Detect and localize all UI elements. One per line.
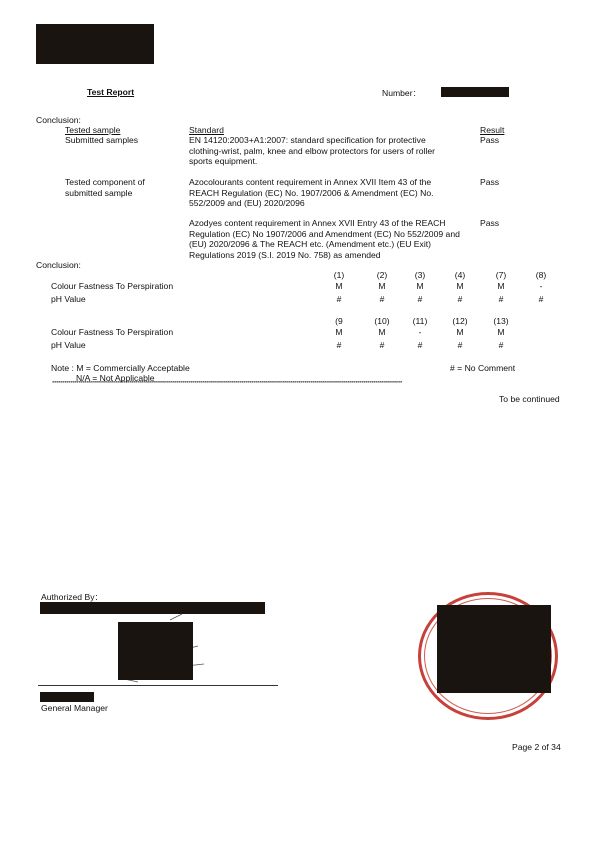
test-item-label: Colour Fastness To Perspiration	[51, 327, 174, 337]
conclusion-label: Conclusion:	[36, 260, 81, 270]
result-value: -	[539, 281, 543, 291]
to-be-continued: To be continued	[499, 394, 560, 404]
col-header-standard: Standard	[189, 125, 224, 135]
result-value: #	[457, 340, 463, 350]
sample-number-header: (12)	[452, 316, 468, 326]
sample-cell: Submitted samples	[65, 135, 139, 145]
report-title: Test Report	[87, 87, 135, 97]
no-comment-note: # = No Comment	[450, 363, 516, 373]
result-value: #	[379, 340, 385, 350]
sample-number-header: (7)	[495, 270, 507, 280]
result-value: #	[336, 294, 342, 304]
sample-number-header: (9	[335, 316, 343, 326]
note-line-2: N/A = Not Applicable	[76, 373, 155, 383]
result-value: #	[417, 340, 423, 350]
result-value: #	[498, 294, 504, 304]
sample-number-header: (13)	[493, 316, 509, 326]
col-header-tested-sample: Tested sample	[65, 125, 121, 135]
result-value: #	[538, 294, 544, 304]
sample-cell: Tested component of submitted sample	[65, 177, 145, 198]
redacted-signer-name	[40, 692, 94, 702]
standard-cell: Azocolourants content requirement in Annex XVII Item 43 of the REACH Regulation (EC) No. 1907/2006 & Amendment (EC) No. 552/2009 and (EU) 2020/2096	[189, 177, 434, 208]
note-line-1: Note : M = Commercially Acceptable	[51, 363, 190, 373]
sample-number-header: (11)	[412, 316, 428, 326]
sample-number-header: (1)	[333, 270, 345, 280]
signer-title: General Manager	[41, 703, 108, 713]
result-value: #	[457, 294, 463, 304]
result-value: M	[497, 327, 505, 337]
redacted-report-number	[441, 87, 509, 97]
sample-number-header: (3)	[414, 270, 426, 280]
standard-cell: Azodyes content requirement in Annex XVII Entry 43 of the REACH Regulation (EC) No 1907/2006 and Amendment (EC) No 552/2009 and (EU) 2020/2096 & The REACH etc. (Amendment etc.) (EU Exit) Regulations 2019 (S.I. 2019 No. 758) as amended	[189, 218, 460, 260]
separator-line: ****************************************************************************************************************************************************************************	[52, 381, 403, 387]
test-item-label: Colour Fastness To Perspiration	[51, 281, 174, 291]
sample-number-header: (4)	[454, 270, 466, 280]
result-cell: Pass	[480, 218, 500, 228]
sample-number-header: (10)	[374, 316, 390, 326]
result-cell: Pass	[480, 177, 500, 187]
result-value: #	[498, 340, 504, 350]
authorized-by-label: Authorized By：	[41, 592, 104, 602]
result-value: M	[416, 281, 424, 291]
result-value: M	[456, 327, 464, 337]
result-value: -	[418, 327, 422, 337]
sample-number-header: (8)	[535, 270, 547, 280]
col-header-result: Result	[480, 125, 505, 135]
result-value: M	[335, 327, 343, 337]
result-value: M	[378, 327, 386, 337]
redacted-logo	[36, 24, 154, 64]
result-value: M	[456, 281, 464, 291]
result-value: #	[336, 340, 342, 350]
redacted-seal	[437, 605, 551, 693]
result-value: M	[335, 281, 343, 291]
signature-line	[38, 685, 278, 686]
result-value: M	[497, 281, 505, 291]
redacted-signature	[118, 622, 193, 680]
result-value: #	[417, 294, 423, 304]
sample-number-header: (2)	[376, 270, 388, 280]
result-value: M	[378, 281, 386, 291]
conclusion-label: Conclusion:	[36, 115, 81, 125]
test-item-label: pH Value	[51, 294, 86, 304]
result-value: #	[379, 294, 385, 304]
standard-cell: EN 14120:2003+A1:2007: standard specification for protective clothing-wrist, palm, knee and elbow protectors for users of roller sports equipment.	[189, 135, 435, 166]
test-item-label: pH Value	[51, 340, 86, 350]
number-label: Number：	[382, 88, 422, 98]
result-cell: Pass	[480, 135, 500, 145]
page-number: Page 2 of 34	[512, 742, 561, 752]
